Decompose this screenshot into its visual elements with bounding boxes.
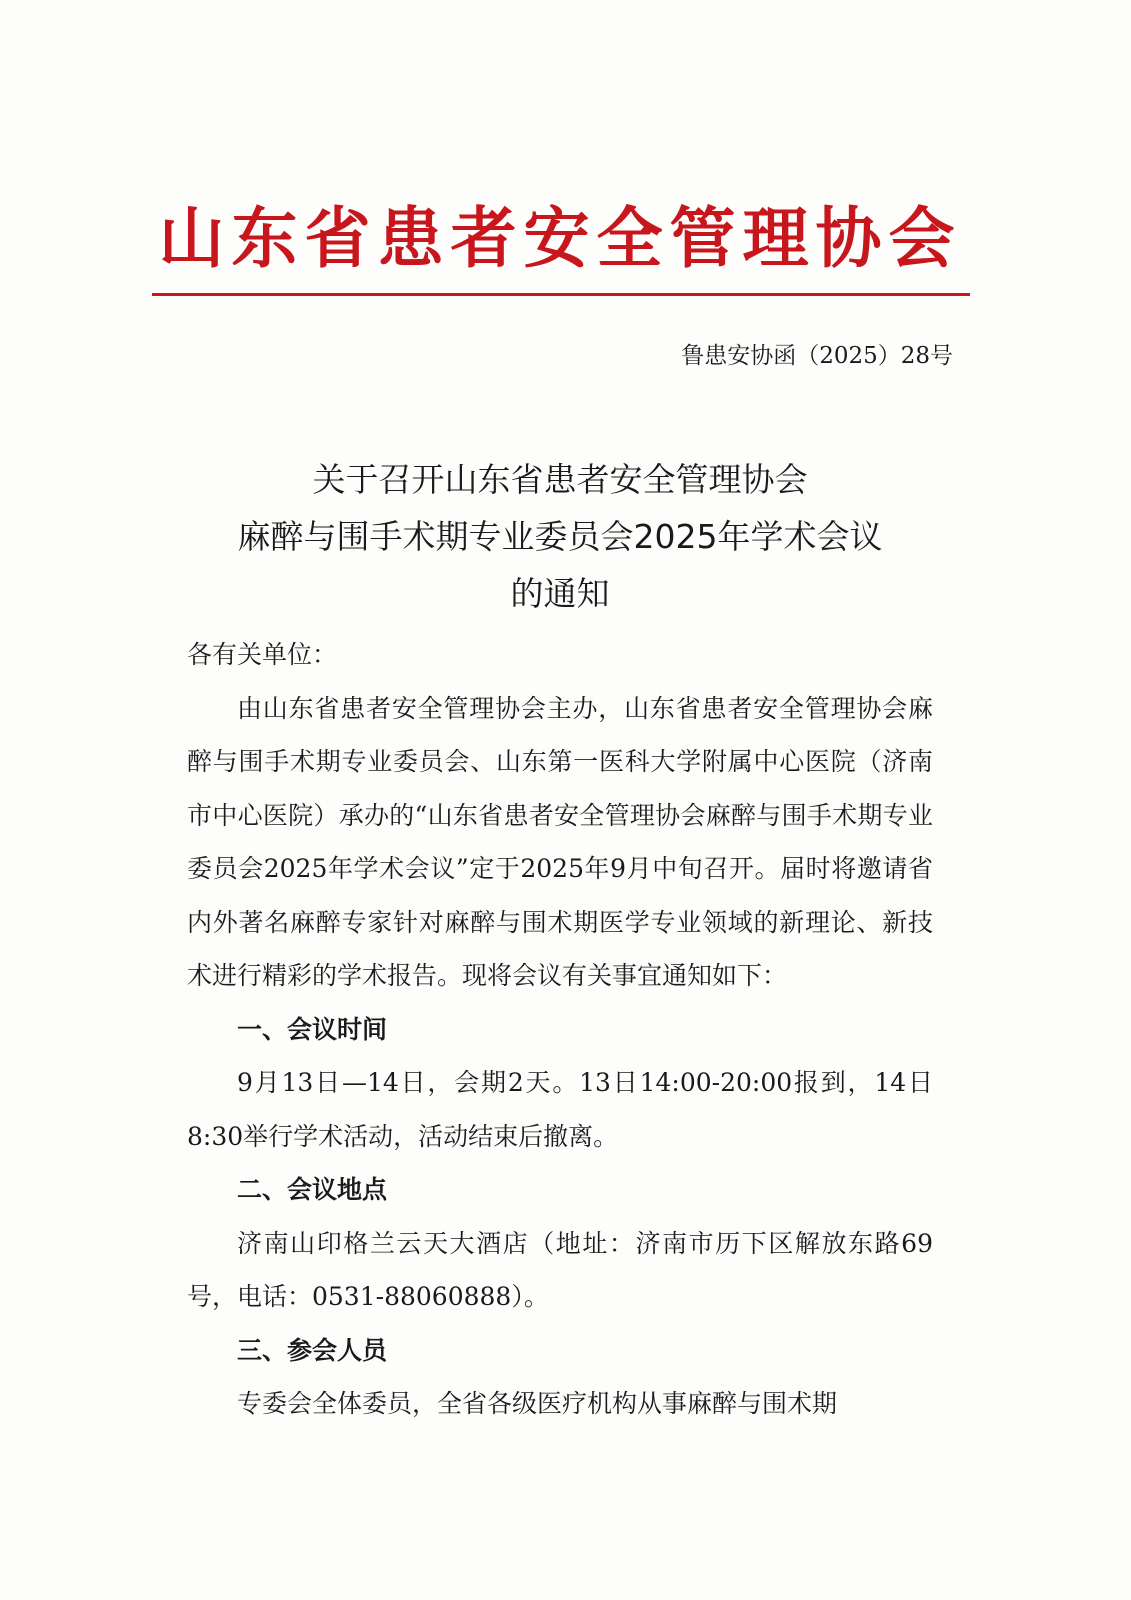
section-3-text: 专委会全体委员，全省各级医疗机构从事麻醉与围术期 [237,1389,838,1418]
notice-body [187,628,933,1431]
salutation: 各有关单位： [187,640,338,669]
intro-paragraph: 由山东省患者安全管理协会主办，山东省患者安全管理协会麻醉与围手术期专业委员会、山东第一医科大学附属中心医院（济南市中心医院）承办的“山东省患者安全管理协会麻醉与围手术期专业委员会2025年学术会议”定于2025年9月中旬召开。届时将邀请省内外著名麻醉专家针对麻醉与围术期医学专业领域的新理论、新技术进行精彩的学术报告。现将会议有关事宜通知如下： [187,693,933,990]
title-line-1: 关于召开山东省患者安全管理协会 [312,460,808,499]
section-2-heading: 二、会议地点 [237,1175,388,1204]
header-red-rule [152,293,970,296]
section-2-text: 济南山印格兰云天大酒店（地址：济南市历下区解放东路69号，电话：0531-88060888）。 [187,1228,933,1311]
section-1-heading: 一、会议时间 [237,1014,388,1044]
section-3-heading: 三、参会人员 [237,1335,388,1365]
section-1-text: 9月13日—14日，会期2天。13日14:00-20:00报到，14日8:30举行学术活动，活动结束后撤离。 [187,1068,933,1151]
title-line-3: 的通知 [510,574,610,613]
document-number: 鲁患安协函（2025）28号 [681,343,953,369]
notice-title [150,451,970,622]
title-line-2: 麻醉与围手术期专业委员会2025年学术会议 [237,517,883,556]
organization-header: 山东省患者安全管理协会 [158,199,962,277]
